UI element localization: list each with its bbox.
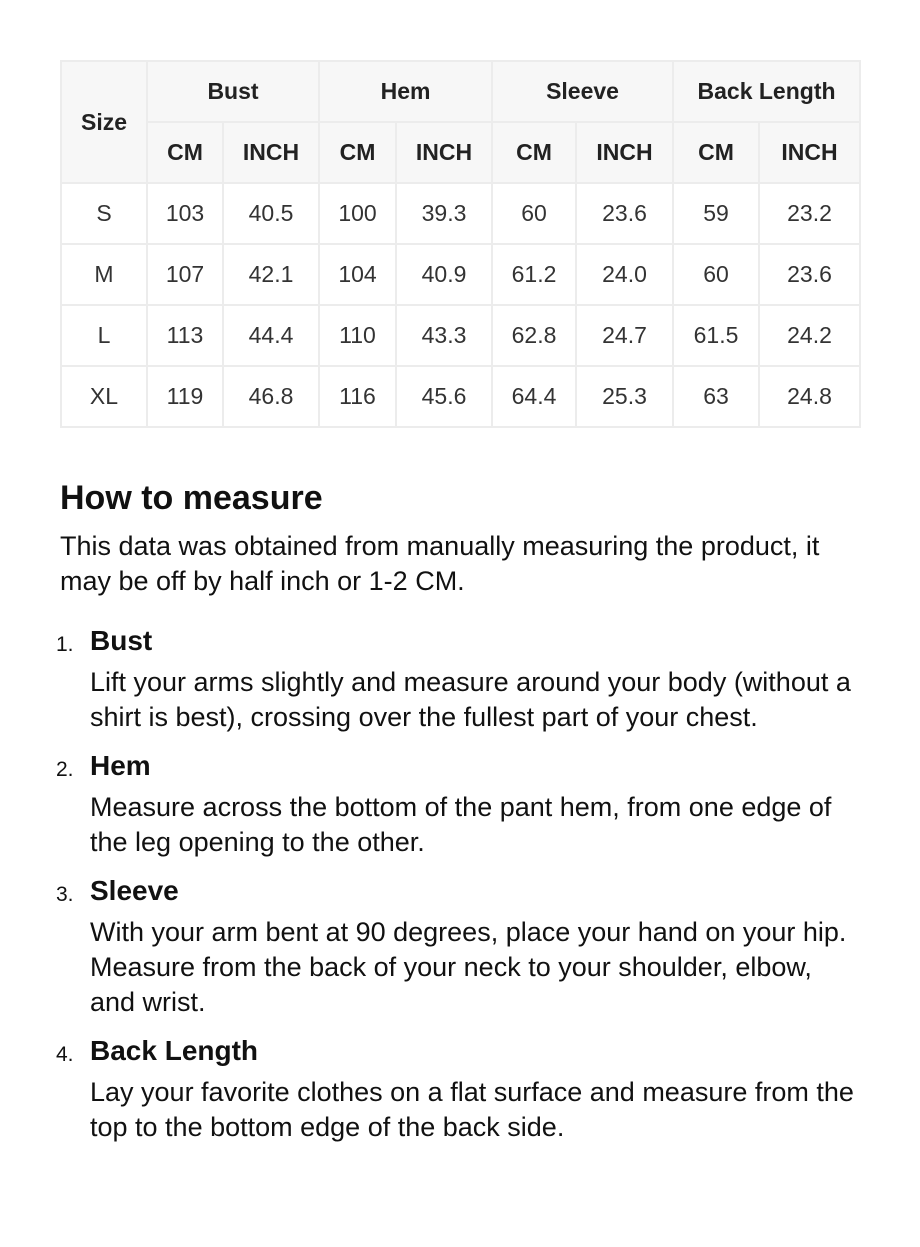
how-to-measure-intro: This data was obtained from manually measuring the product, it may be off by half inch or 1-2 CM. [60,531,820,596]
value-cell: 113 [147,305,223,366]
size-cell: M [61,244,147,305]
value-cell: 24.2 [759,305,860,366]
value-cell: 46.8 [223,366,319,427]
unit-header: INCH [576,122,673,183]
step-number: 4. [56,1043,74,1066]
table-row [61,305,860,366]
table-body [61,183,860,427]
step-title: Back Length [90,1035,259,1066]
value-cell: 61.5 [673,305,759,366]
group-header-back-length: Back Length [673,61,860,122]
value-cell: 116 [319,366,396,427]
table-row [61,244,860,305]
table-row [61,183,860,244]
table-header [61,61,860,183]
value-cell: 64.4 [492,366,576,427]
unit-header: CM [319,122,396,183]
value-cell: 45.6 [396,366,492,427]
step-number: 3. [56,883,74,906]
value-cell: 24.8 [759,366,860,427]
value-cell: 60 [673,244,759,305]
value-cell: 104 [319,244,396,305]
list-item [56,870,860,1020]
value-cell: 103 [147,183,223,244]
list-item [56,620,860,735]
value-cell: 39.3 [396,183,492,244]
value-cell: 23.6 [759,244,860,305]
step-title: Hem [90,750,151,781]
unit-header: INCH [223,122,319,183]
size-chart-table [60,60,861,428]
value-cell: 24.7 [576,305,673,366]
unit-header: INCH [759,122,860,183]
step-description: With your arm bent at 90 degrees, place your hand on your hip. Measure from the back of your neck to your shoulder, elbow, and wrist. [90,917,847,1017]
value-cell: 42.1 [223,244,319,305]
group-header-bust: Bust [147,61,319,122]
table-row [61,366,860,427]
value-cell: 110 [319,305,396,366]
size-column-header: Size [61,61,147,183]
value-cell: 63 [673,366,759,427]
group-header-sleeve: Sleeve [492,61,673,122]
value-cell: 40.5 [223,183,319,244]
value-cell: 44.4 [223,305,319,366]
value-cell: 107 [147,244,223,305]
value-cell: 24.0 [576,244,673,305]
size-guide [56,60,860,1142]
header-row-groups [61,61,860,122]
value-cell: 23.2 [759,183,860,244]
unit-header: CM [147,122,223,183]
value-cell: 100 [319,183,396,244]
value-cell: 40.9 [396,244,492,305]
value-cell: 62.8 [492,305,576,366]
size-cell: L [61,305,147,366]
step-description: Measure across the bottom of the pant hem, from one edge of the leg opening to the other. [90,792,832,857]
step-number: 2. [56,758,74,781]
value-cell: 61.2 [492,244,576,305]
value-cell: 25.3 [576,366,673,427]
unit-header: CM [492,122,576,183]
header-row-units [61,122,860,183]
value-cell: 119 [147,366,223,427]
how-to-measure-title: How to measure [60,479,323,517]
size-cell: S [61,183,147,244]
group-header-hem: Hem [319,61,492,122]
step-description: Lift your arms slightly and measure around your body (without a shirt is best), crossing over the fullest part of your chest. [90,667,851,732]
unit-header: INCH [396,122,492,183]
value-cell: 23.6 [576,183,673,244]
size-cell: XL [61,366,147,427]
list-item [56,1030,860,1145]
value-cell: 59 [673,183,759,244]
value-cell: 43.3 [396,305,492,366]
step-description: Lay your favorite clothes on a flat surface and measure from the top to the bottom edge of the back side. [90,1077,854,1142]
step-number: 1. [56,633,74,656]
value-cell: 60 [492,183,576,244]
unit-header: CM [673,122,759,183]
list-item [56,745,860,860]
measure-steps-list [56,620,860,1145]
step-title: Sleeve [90,875,179,906]
step-title: Bust [90,625,153,656]
